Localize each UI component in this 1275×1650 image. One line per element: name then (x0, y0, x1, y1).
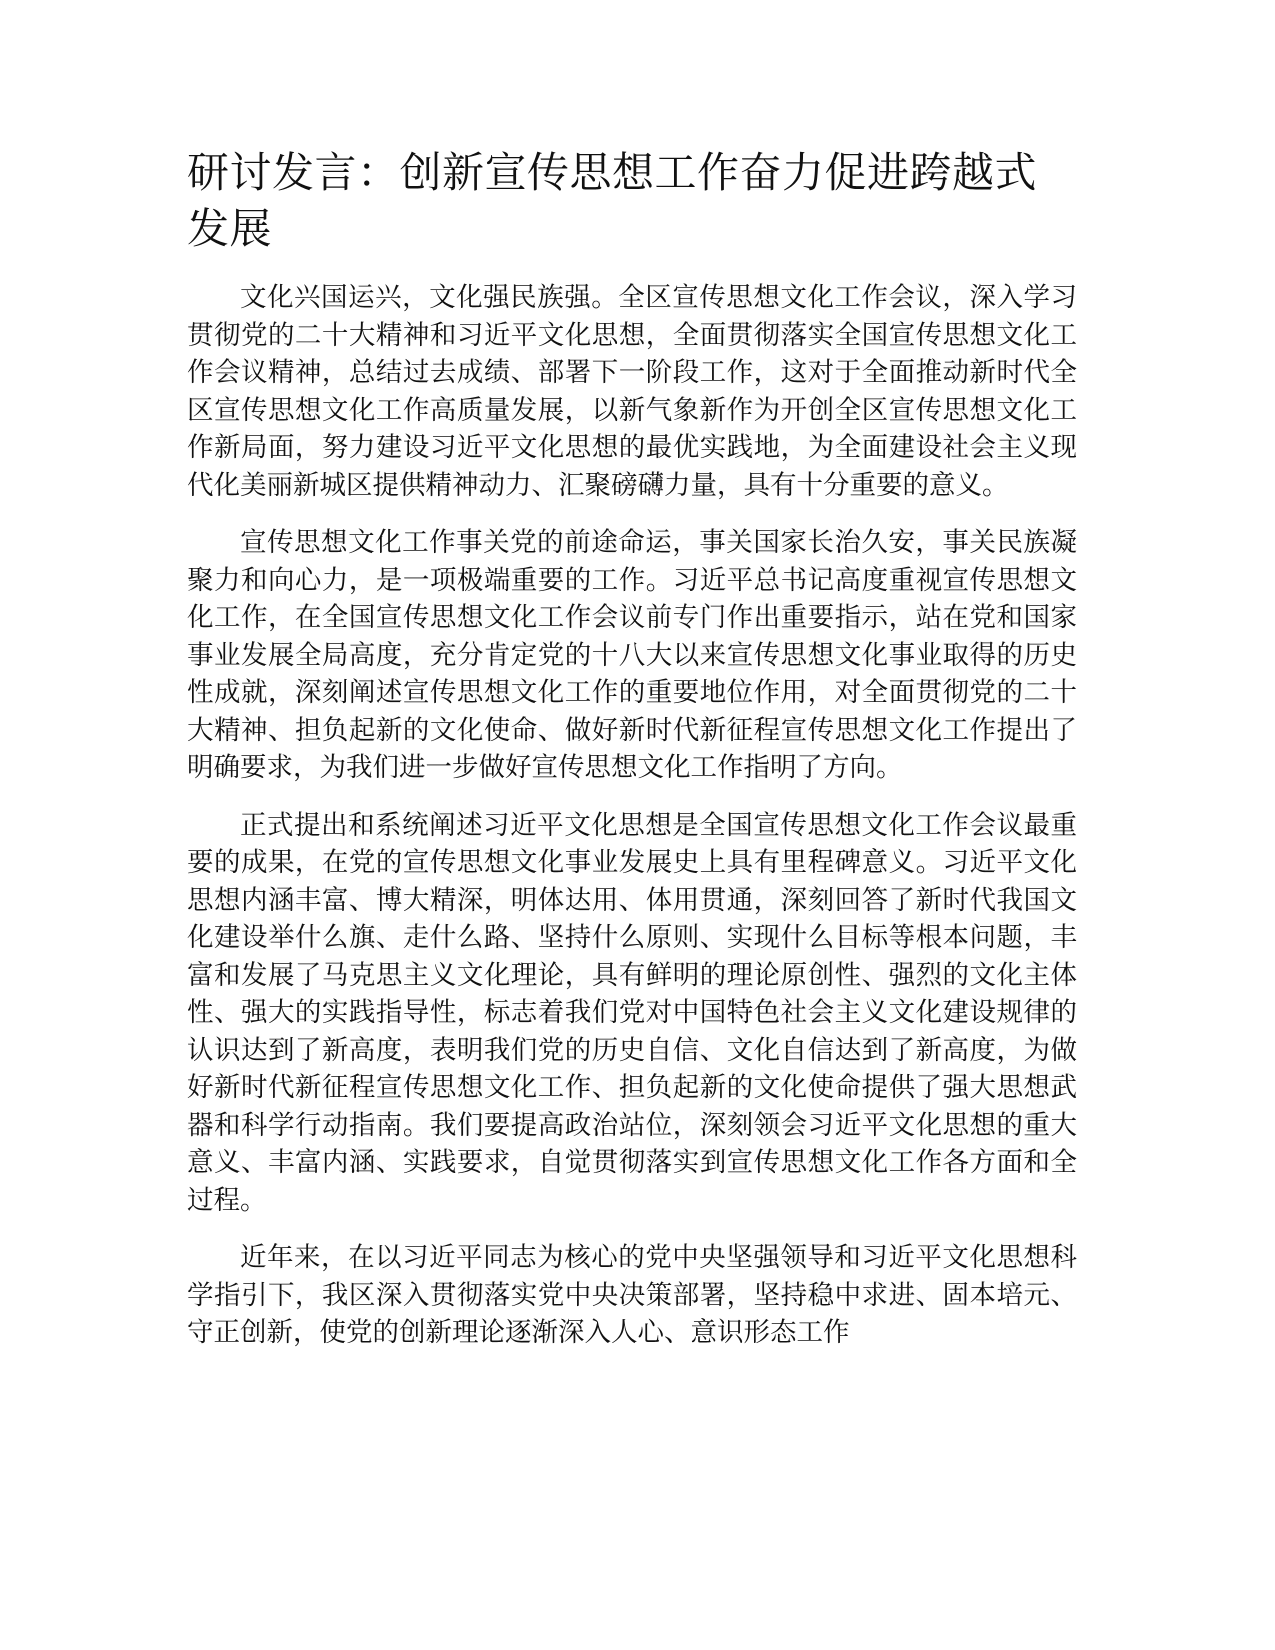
document-page (187, 145, 1077, 1372)
paragraph-1: 文化兴国运兴，文化强民族强。全区宣传思想文化工作会议，深入学习贯彻党的二十大精神和习近平文化思想，全面贯彻落实全国宣传思想文化工作会议精神，总结过去成绩、部署下一阶段工作，这对于全面推动新时代全区宣传思想文化工作高质量发展，以新气象新作为开创全区宣传思想文化工作新局面，努力建设习近平文化思想的最优实践地，为全面建设社会主义现代化美丽新城区提供精神动力、汇聚磅礴力量，具有十分重要的意义。 (187, 282, 1077, 501)
paragraph-2: 宣传思想文化工作事关党的前途命运，事关国家长治久安，事关民族凝聚力和向心力，是一项极端重要的工作。习近平总书记高度重视宣传思想文化工作，在全国宣传思想文化工作会议前专门作出重要指示，站在党和国家事业发展全局高度，充分肯定党的十八大以来宣传思想文化事业取得的历史性成就，深刻阐述宣传思想文化工作的重要地位作用，对全面贯彻党的二十大精神、担负起新的文化使命、做好新时代新征程宣传思想文化工作提出了明确要求，为我们进一步做好宣传思想文化工作指明了方向。 (187, 527, 1077, 783)
document-title: 研讨发言：创新宣传思想工作奋力促进跨越式发展 (187, 148, 1038, 253)
paragraph-3: 正式提出和系统阐述习近平文化思想是全国宣传思想文化工作会议最重要的成果，在党的宣传思想文化事业发展史上具有里程碑意义。习近平文化思想内涵丰富、博大精深，明体达用、体用贯通，深刻回答了新时代我国文化建设举什么旗、走什么路、坚持什么原则、实现什么目标等根本问题，丰富和发展了马克思主义文化理论，具有鲜明的理论原创性、强烈的文化主体性、强大的实践指导性，标志着我们党对中国特色社会主义文化建设规律的认识达到了新高度，表明我们党的历史自信、文化自信达到了新高度，为做好新时代新征程宣传思想文化工作、担负起新的文化使命提供了强大思想武器和科学行动指南。我们要提高政治站位，深刻领会习近平文化思想的重大意义、丰富内涵、实践要求，自觉贯彻落实到宣传思想文化工作各方面和全过程。 (187, 809, 1077, 1216)
paragraph-4: 近年来，在以习近平同志为核心的党中央坚强领导和习近平文化思想科学指引下，我区深入贯彻落实党中央决策部署，坚持稳中求进、固本培元、守正创新，使党的创新理论逐渐深入人心、意识形态工作 (187, 1242, 1077, 1348)
